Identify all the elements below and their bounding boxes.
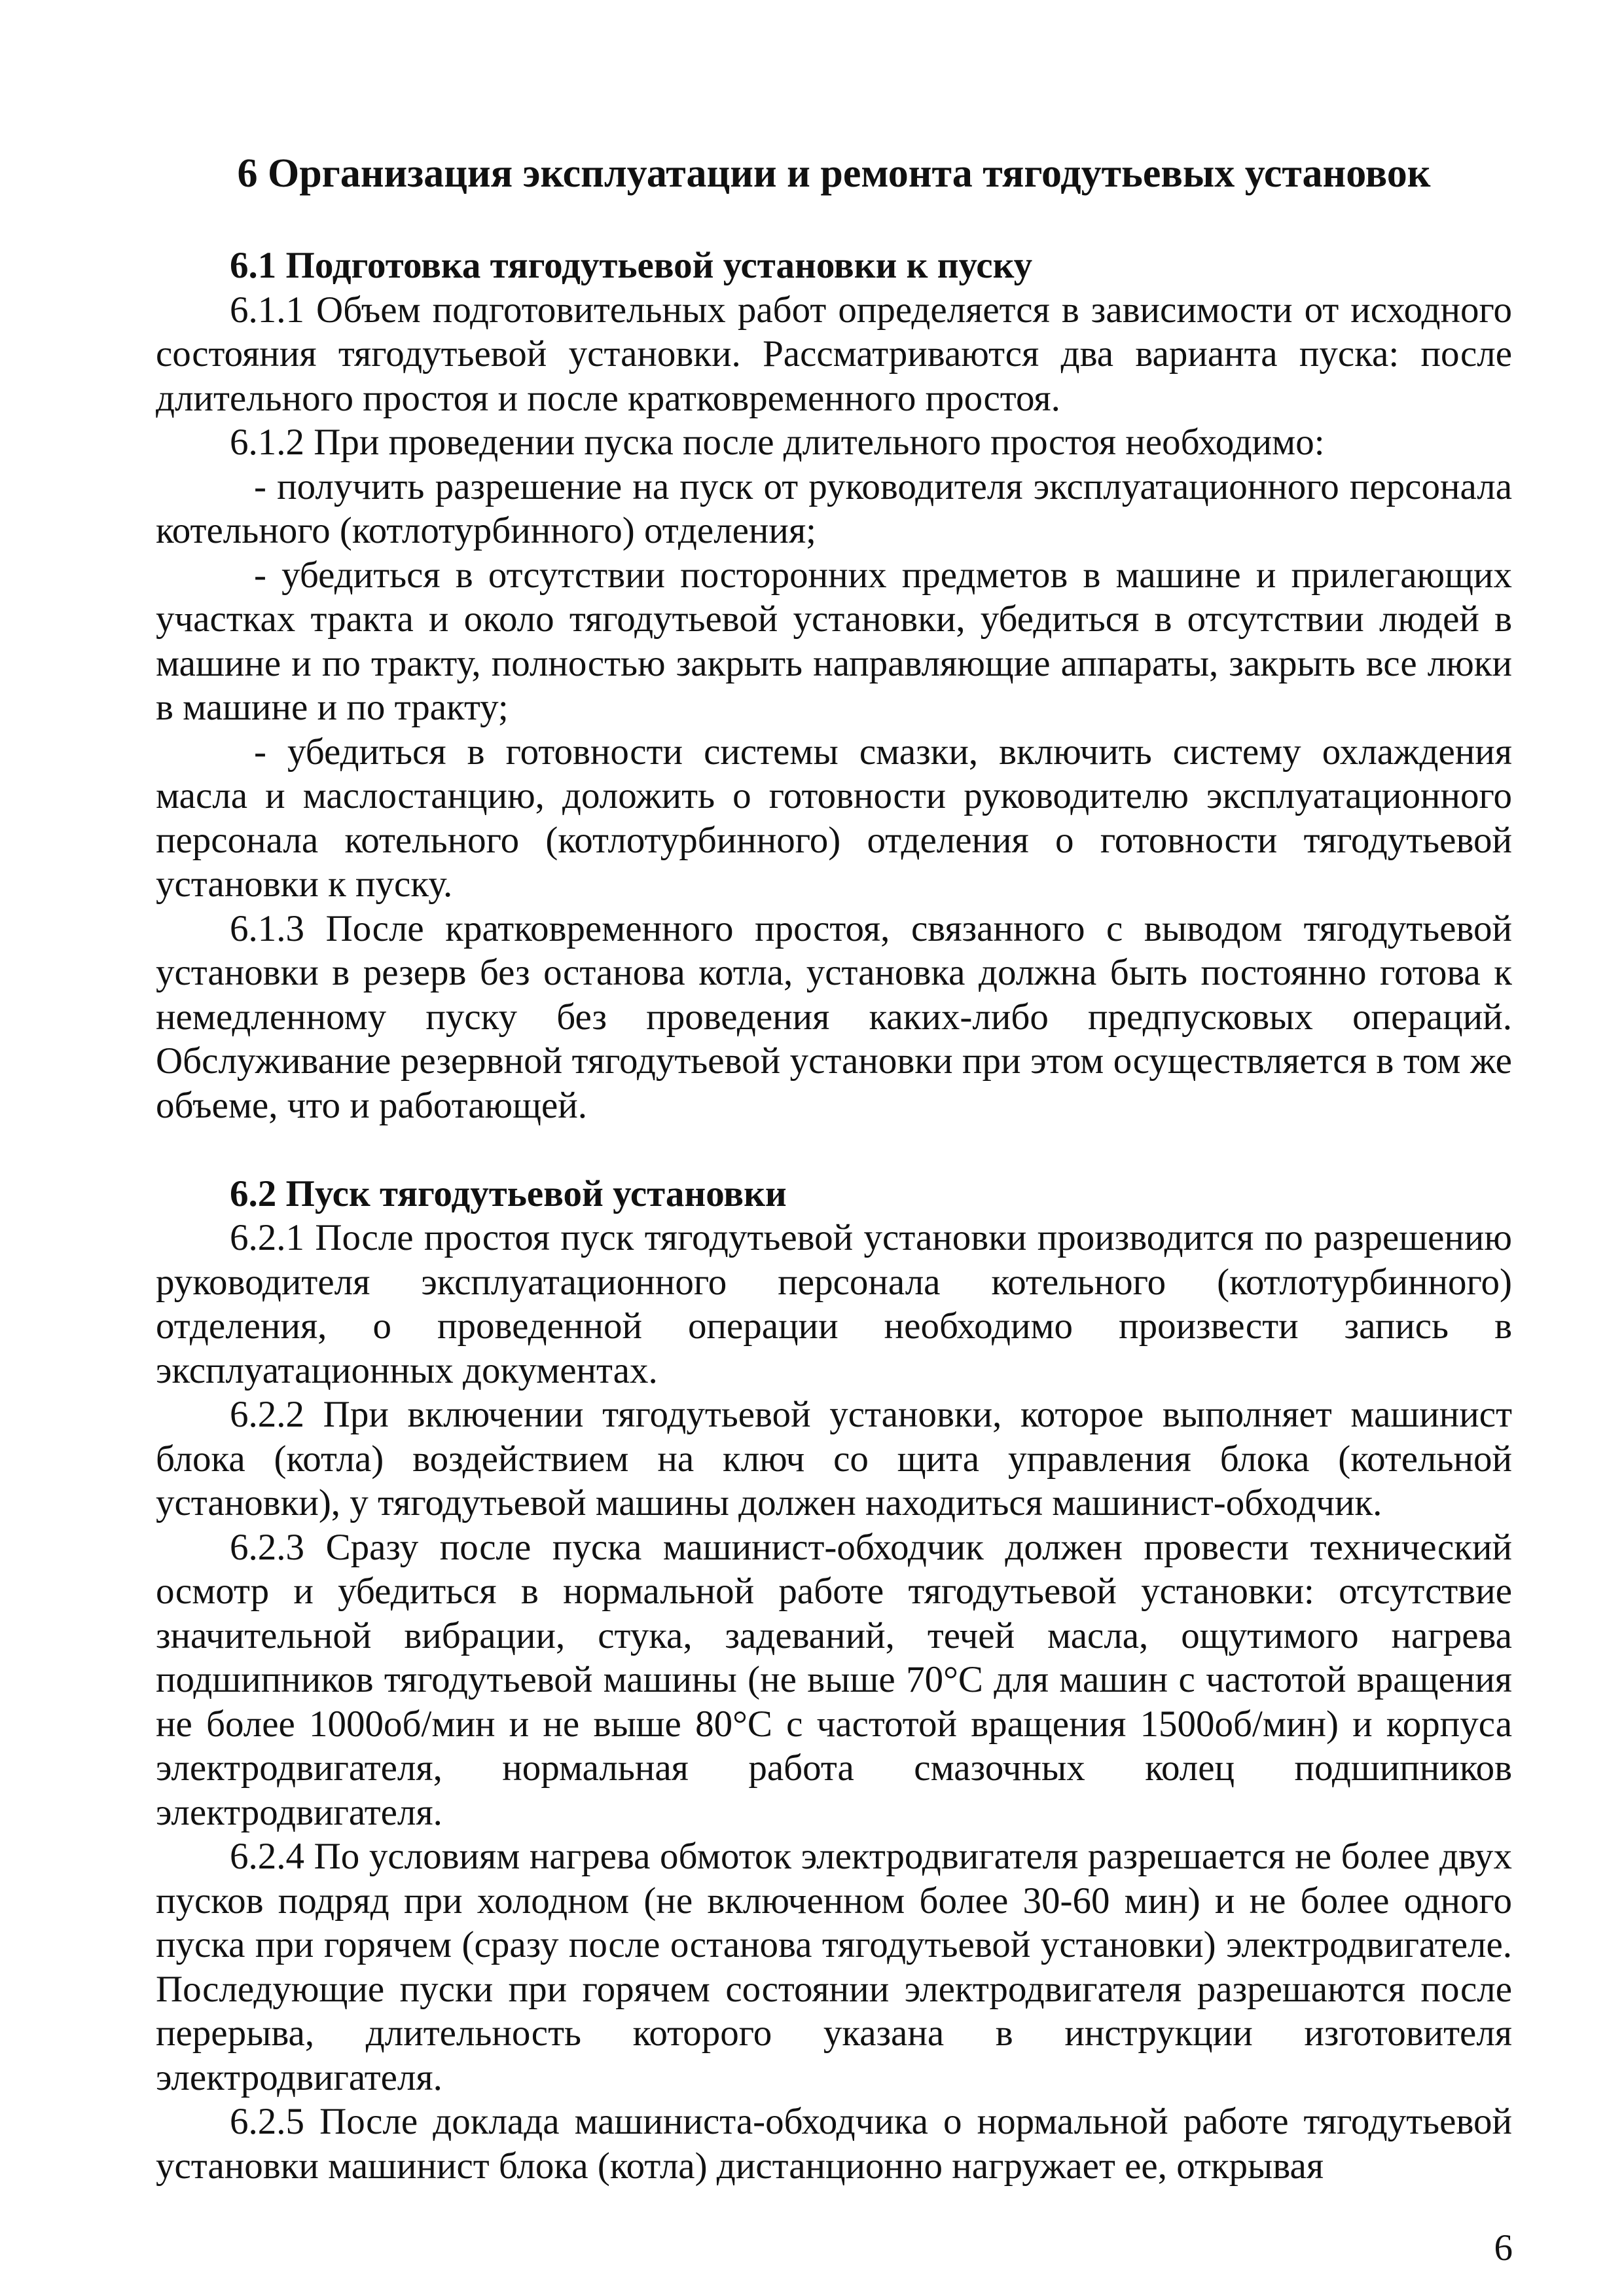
main-text	[156, 244, 1512, 2188]
list-item: - убедиться в отсутствии посторонних предметов в машине и прилегающих участках тракта и около тягодутьевой установки, убедиться в отсутствии людей в машине и по тракту, полностью закрыть направляющие аппараты, закрыть все люки в машине и по тракту;	[156, 554, 1512, 728]
list-item: - убедиться в готовности системы смазки, включить систему охлаждения масла и маслостанцию, доложить о готовности руководителю эксплуатационного персонала котельного (котлотурбинного) отделения о готовности тягодутьевой установки к пуску.	[156, 731, 1512, 905]
paragraph-6-2-4: 6.2.4 По условиям нагрева обмоток электродвигателя разрешается не более двух пусков подряд при холодном (не включенном более 30-60 мин) и не более одного пуска при горячем (сразу после останова тягодутьевой установки) электродвигателе. Последующие пуски при горячем состоянии электродвигателя разрешаются после перерыва, длительность которого указана в инструкции изготовителя электродвигателя.	[156, 1836, 1512, 2098]
paragraph-6-1-3: 6.1.3 После кратковременного простоя, связанного с выводом тягодутьевой установки в резерв без останова котла, установка должна быть постоянно готова к немедленному пуску без проведения каких-либо предпусковых операций. Обслуживание резервной тягодутьевой установки при этом осуществляется в том же объеме, что и работающей.	[156, 907, 1512, 1126]
paragraph-6-2-3: 6.2.3 Сразу после пуска машинист-обходчик должен провести технический осмотр и убедиться в нормальной работе тягодутьевой установки: отсутствие значительной вибрации, стука, задеваний, течей масла, ощутимого нагрева подшипников тягодутьевой машины (не выше 70°С для машин с частотой вращения не более 1000об/мин и не выше 80°С с частотой вращения 1500об/мин) и корпуса электродвигателя, нормальная работа смазочных колец подшипников электродвигателя.	[156, 1526, 1512, 1833]
paragraph-6-1-1: 6.1.1 Объем подготовительных работ определяется в зависимости от исходного состояния тягодутьевой установки. Рассматриваются два варианта пуска: после длительного простоя и после кратковременного простоя.	[156, 289, 1512, 419]
page-number: 6	[1494, 2227, 1513, 2269]
section-title-6-2: 6.2 Пуск тягодутьевой установки	[230, 1173, 787, 1214]
section-title-6-1: 6.1 Подготовка тягодутьевой установки к пуску	[230, 245, 1033, 286]
section-gap	[156, 1127, 1512, 1172]
paragraph-6-2-2: 6.2.2 При включении тягодутьевой установки, которое выполняет машинист блока (котла) воздействием на ключ со щита управления блока (котельной установки), у тягодутьевой машины должен находиться машинист-обходчик.	[156, 1394, 1512, 1523]
paragraph-6-2-1: 6.2.1 После простоя пуск тягодутьевой установки производится по разрешению руководителя эксплуатационного персонала котельного (котлотурбинного) отделения, о проведенной операции необходимо произвести запись в эксплуатационных документах.	[156, 1217, 1512, 1391]
paragraph-6-1-2: 6.1.2 При проведении пуска после длительного простоя необходимо:	[230, 422, 1325, 463]
paragraph-6-2-5: 6.2.5 После доклада машиниста-обходчика о нормальной работе тягодутьевой установки машинист блока (котла) дистанционно нагружает ее, открывая	[156, 2101, 1512, 2187]
chapter-title: 6 Организация эксплуатации и ремонта тягодутьевых установок	[237, 151, 1431, 196]
list-item: - получить разрешение на пуск от руководителя эксплуатационного персонала котельного (котлотурбинного) отделения;	[156, 465, 1512, 551]
